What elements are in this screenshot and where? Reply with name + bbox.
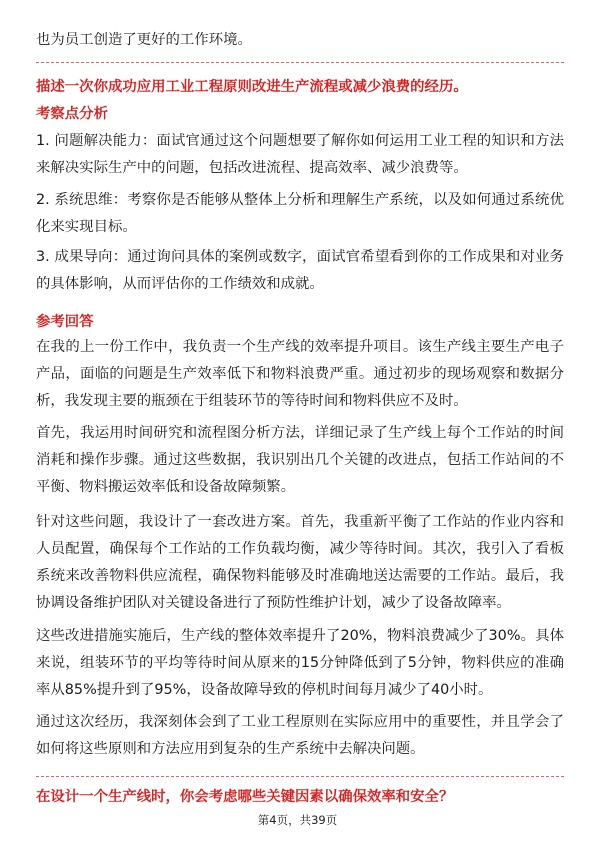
analysis-heading: 考察点分析: [36, 106, 108, 122]
answer-paragraph-4: 这些改进措施实施后，生产线的整体效率提升了20%，物料浪费减少了30%。具体来说，组装环节的平均等待时间从原来的15分钟降低到了5分钟，物料供应的准确率从85%提升到了95%，设备故障导致的停机时间每月减少了40小时。: [36, 628, 564, 698]
answer-paragraph-5: 通过这次经历，我深刻体会到了工业工程原则在实际应用中的重要性，并且学会了如何将这些原则和方法应用到复杂的生产系统中去解决问题。: [36, 714, 564, 757]
intro-tail: 也为员工创造了更好的工作环境。: [36, 32, 252, 48]
analysis-point-3: 3. 成果导向：通过询问具体的案例或数字，面试官希望看到你的工作成果和对业务的具体影响，从而评估你的工作绩效和成就。: [36, 249, 564, 292]
answer-paragraph-3: 针对这些问题，我设计了一套改进方案。首先，我重新平衡了工作站的作业内容和人员配置，确保每个工作站的工作负载均衡，减少等待时间。其次，我引入了看板系统来改善物料供应流程，确保物料能够及时准确地送达需要的工作站。最后，我协调设备维护团队对关键设备进行了预防性维护计划，减少了设备故障率。: [36, 514, 564, 611]
answer-paragraph-1: 在我的上一份工作中，我负责一个生产线的效率提升项目。该生产线主要生产电子产品，面临的问题是生产效率低下和物料浪费严重。通过初步的现场观察和数据分析，我发现主要的瓶颈在于组装环节的等待时间和物料供应不及时。: [36, 339, 564, 409]
analysis-point-1: 1. 问题解决能力：面试官通过这个问题想要了解你如何运用工业工程的知识和方法来解决实际生产中的问题，包括改进流程、提高效率、减少浪费等。: [36, 133, 564, 176]
analysis-point-2: 2. 系统思维：考察你是否能够从整体上分析和理解生产系统，以及如何通过系统优化来实现目标。: [36, 192, 564, 235]
question-2: 在设计一个生产线时，你会考虑哪些关键因素以确保效率和安全？: [36, 789, 454, 805]
answer-heading: 参考回答: [36, 314, 94, 330]
page-number: 第4页，共39页: [257, 813, 338, 827]
divider-top: [36, 62, 564, 63]
answer-paragraph-2: 首先，我运用时间研究和流程图分析方法，详细记录了生产线上每个工作站的时间消耗和操作步骤。通过这些数据，我识别出几个关键的改进点，包括工作站间的不平衡、物料搬运效率低和设备故障频繁。: [36, 425, 564, 495]
question-1: 描述一次你成功应用工业工程原则改进生产流程或减少浪费的经历。: [36, 79, 468, 95]
divider-bottom: [36, 776, 564, 777]
